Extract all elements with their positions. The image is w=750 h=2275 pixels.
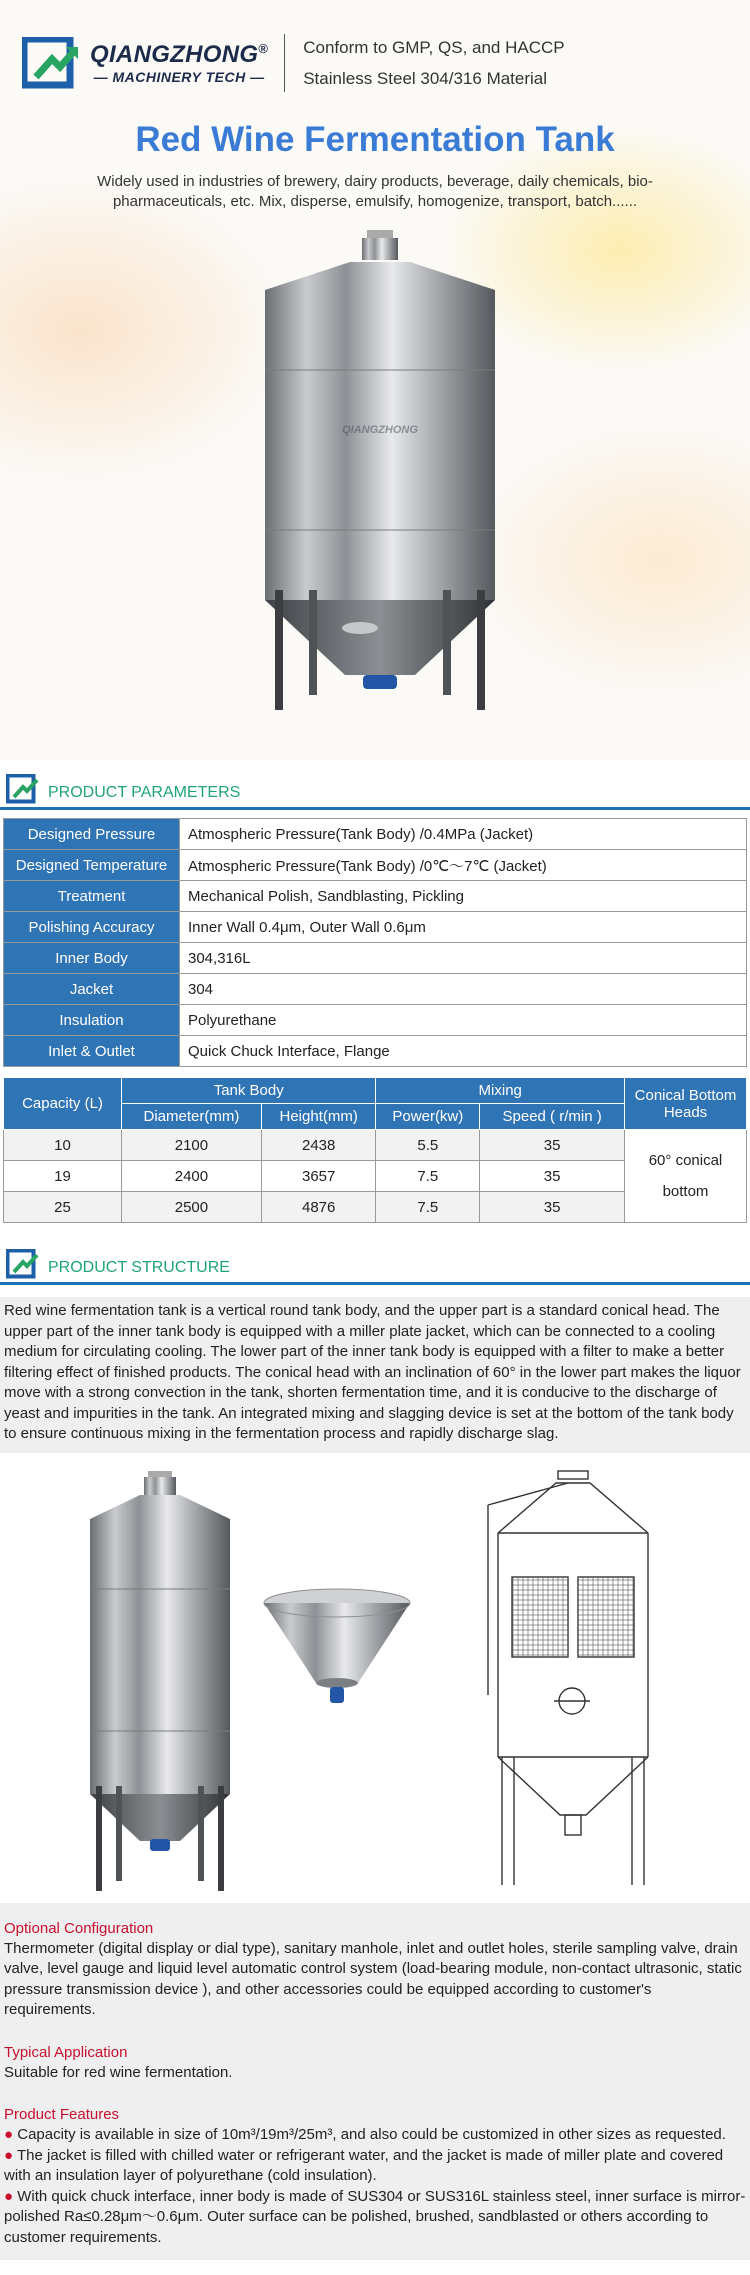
cell-power: 7.5: [376, 1161, 480, 1192]
param-value: Inner Wall 0.4μm, Outer Wall 0.6μm: [180, 912, 747, 943]
section-logo-icon: [6, 1249, 40, 1279]
cell-height: 2438: [261, 1130, 376, 1161]
section-title: PRODUCT PARAMETERS: [48, 783, 241, 801]
param-key: Inlet & Outlet: [4, 1036, 180, 1067]
col-power: Power(kw): [376, 1104, 480, 1130]
cell-diameter: 2400: [122, 1161, 262, 1192]
brand-subtitle: — MACHINERY TECH —: [93, 69, 265, 85]
cell-diameter: 2100: [122, 1130, 262, 1161]
section-parameters: [0, 770, 750, 810]
technical-drawing-image: [468, 1465, 678, 1895]
tank-photo-image: [80, 1471, 240, 1891]
bullet-icon: ●: [4, 2146, 14, 2164]
table-row: [4, 1036, 747, 1067]
group-mixing: Mixing: [376, 1078, 625, 1104]
list-item: [4, 2146, 746, 2187]
cell-speed: 35: [480, 1161, 625, 1192]
cell-conical: 60° conical bottom: [625, 1130, 747, 1223]
table-row: [4, 819, 747, 850]
table-row: [4, 1130, 747, 1161]
list-item: [4, 2187, 746, 2249]
param-value: Quick Chuck Interface, Flange: [180, 1036, 747, 1067]
cell-power: 7.5: [376, 1192, 480, 1223]
param-value: Atmospheric Pressure(Tank Body) /0.4MPa (Jacket): [180, 819, 747, 850]
param-key: Treatment: [4, 881, 180, 912]
cell-power: 5.5: [376, 1130, 480, 1161]
param-value: 304: [180, 974, 747, 1005]
table-row: [4, 1005, 747, 1036]
feature-text: The jacket is filled with chilled water or refrigerant water, and the jacket is made of miller plate and covered with an insulation layer of polyurethane (cold insulation).: [4, 2146, 724, 2184]
group-tank-body: Tank Body: [122, 1078, 376, 1104]
section-structure: [0, 1245, 750, 1285]
product-images: [0, 1463, 750, 1903]
claims-block: [303, 32, 564, 94]
cell-speed: 35: [480, 1192, 625, 1223]
conical-bottom-image: [262, 1583, 412, 1718]
col-conical: Conical Bottom Heads: [625, 1078, 747, 1130]
param-value: Atmospheric Pressure(Tank Body) /0℃～7℃ (Jacket): [180, 850, 747, 881]
fermentation-tank-image: [245, 230, 515, 710]
bullet-icon: ●: [4, 2187, 14, 2205]
param-key: Inner Body: [4, 943, 180, 974]
feature-text: With quick chuck interface, inner body is made of SUS304 or SUS316L stainless steel, inner surface is mirror-polished Ra≤0.28μm～0.6μm. Outer surface can be polished, brushed, sandblasted or others according to customer requirements.: [4, 2187, 746, 2246]
param-value: Mechanical Polish, Sandblasting, Pickling: [180, 881, 747, 912]
col-speed: Speed ( r/min ): [480, 1104, 625, 1130]
param-key: Designed Temperature: [4, 850, 180, 881]
application-heading: Typical Application: [4, 2043, 128, 2061]
claim-gmp: Conform to GMP, QS, and HACCP: [303, 38, 565, 57]
param-value: 304,316L: [180, 943, 747, 974]
company-logo-icon: [22, 37, 82, 89]
feature-text: Capacity is available in size of 10m³/19m³/25m³, and also could be customized in other sizes as requested.: [17, 2126, 726, 2143]
param-key: Designed Pressure: [4, 819, 180, 850]
features-heading: Product Features: [4, 2106, 120, 2123]
table-row: [4, 912, 747, 943]
cell-capacity: 19: [4, 1161, 122, 1192]
table-row: [4, 943, 747, 974]
param-value: Polyurethane: [180, 1005, 747, 1036]
section-title: PRODUCT STRUCTURE: [48, 1258, 230, 1276]
cell-height: 4876: [261, 1192, 376, 1223]
svg-text:QIANGZHONG: QIANGZHONG: [342, 424, 418, 436]
section-logo-icon: [6, 774, 40, 804]
cell-capacity: 25: [4, 1192, 122, 1223]
param-key: Jacket: [4, 974, 180, 1005]
hero-description: Widely used in industries of brewery, dairy products, beverage, daily chemicals, bio-pharmaceuticals, etc. Mix, disperse, emulsify, homogenize, transport, batch......: [97, 173, 653, 210]
cell-capacity: 10: [4, 1130, 122, 1161]
bullet-icon: ●: [4, 2126, 14, 2143]
col-height: Height(mm): [261, 1104, 376, 1130]
cell-height: 3657: [261, 1161, 376, 1192]
brand-name: QIANGZHONG®: [90, 41, 269, 68]
header-divider: [284, 34, 285, 92]
param-key: Insulation: [4, 1005, 180, 1036]
parameter-table: [3, 818, 747, 1067]
cell-speed: 35: [480, 1130, 625, 1161]
list-item: [4, 2125, 746, 2146]
col-capacity: Capacity (L): [4, 1078, 122, 1130]
table-row: [4, 974, 747, 1005]
claim-material: Stainless Steel 304/316 Material: [303, 69, 548, 88]
details-block: [0, 1903, 750, 2261]
brand-header: [22, 28, 730, 98]
structure-description: Red wine fermentation tank is a vertical round tank body, and the upper part is a standard conical head. The upper part of the inner tank body is equipped with a miller plate jacket, which can be connected to a cooling medium for circulating cooling. The lower part of the inner tank body is equipped with a filter to make a better filtering effect of finished products. The conical head with an inclination of 60° in the lower part makes the liquor move with a strong convection in the tank, shorten fermentation time, and it is conducive to the discharge of yeast and impurities in the tank. An integrated mixing and slagging device is set at the bottom of the tank body to ensure continuous mixing in the fermentation process and rapidly discharge slag.: [0, 1297, 750, 1453]
application-text: Suitable for red wine fermentation.: [4, 2063, 233, 2081]
param-key: Polishing Accuracy: [4, 912, 180, 943]
table-row: [4, 850, 747, 881]
cell-diameter: 2500: [122, 1192, 262, 1223]
page-title: Red Wine Fermentation Tank: [135, 120, 615, 159]
hero-banner: [0, 0, 750, 760]
optional-heading: Optional Configuration: [4, 1919, 154, 1937]
col-diameter: Diameter(mm): [122, 1104, 262, 1130]
capacity-table: [3, 1077, 747, 1223]
optional-text: Thermometer (digital display or dial type), sanitary manhole, inlet and outlet holes, sterile sampling valve, drain valve, level gauge and liquid level automatic control system (load-bearing module, non-contact ultrasonic, static pressure transmission device ), and other accessories could be equipped according to customer's requirements.: [4, 1939, 742, 2018]
brand-block: [90, 41, 268, 85]
table-row: [4, 881, 747, 912]
